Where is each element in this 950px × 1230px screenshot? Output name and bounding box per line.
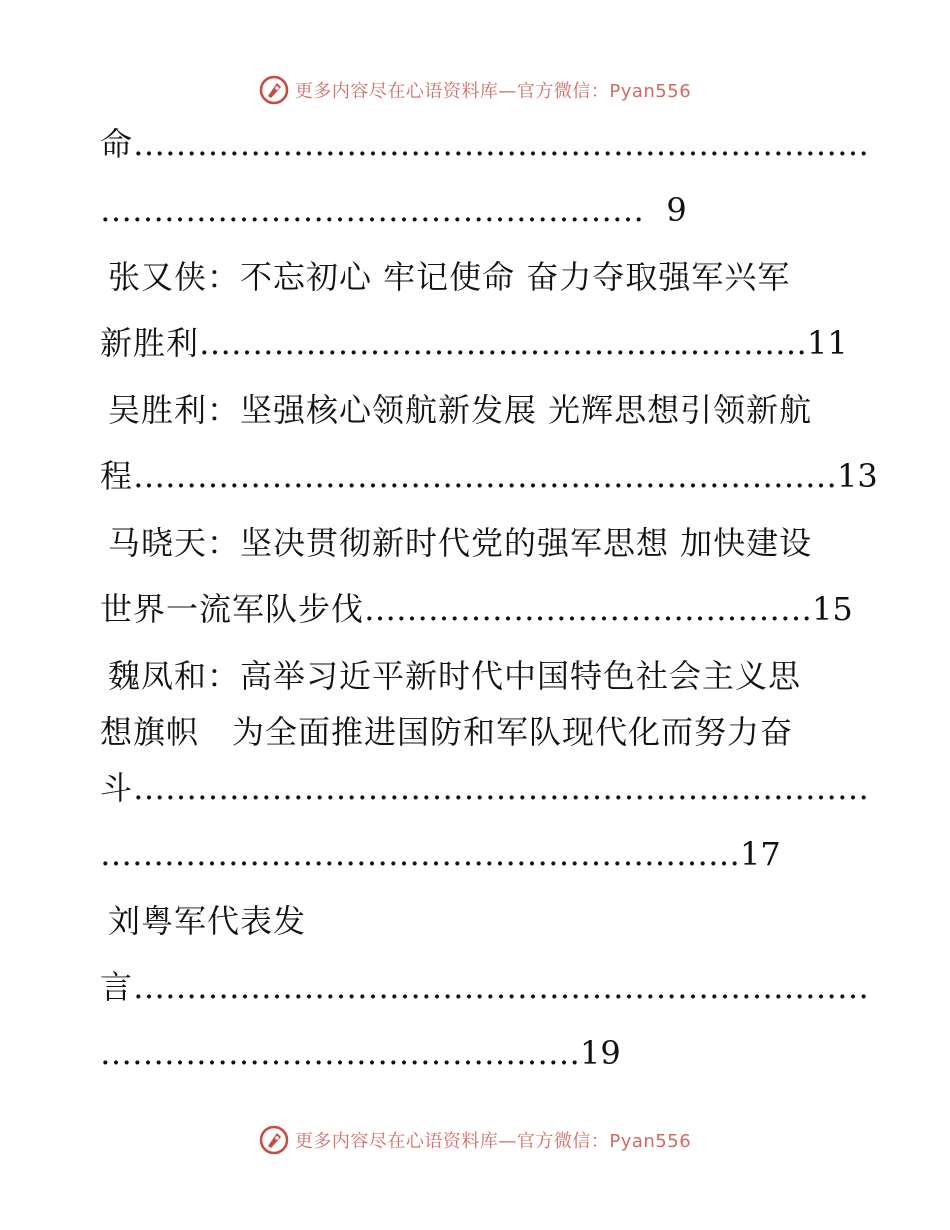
toc-leader-dots: ………………………………………………………… <box>133 457 838 495</box>
watermark-banner-bottom <box>0 1120 950 1160</box>
toc-leader-dots: …………………………………… <box>364 590 813 628</box>
toc-page-number: 19 <box>580 1034 621 1072</box>
toc-entry-title: 命 <box>100 125 134 163</box>
toc-entry-title: 张又侠：不忘初心 牢记使命 奋力夺取强军兴军 <box>108 258 791 296</box>
watermark-banner-top <box>0 70 950 110</box>
toc-entry-title: 吴胜利：坚强核心领航新发展 光辉思想引领新航 <box>108 391 813 429</box>
toc-page-number: 11 <box>807 324 848 362</box>
pen-nib-logo-icon <box>259 1125 289 1155</box>
toc-leader-dots: …………………………………………………………… <box>133 968 870 1006</box>
toc-entry-title: 想旗帜 为全面推进国防和军队现代化而努力奋 <box>100 713 794 751</box>
toc-entry-title: 魏凤和：高举习近平新时代中国特色社会主义思 <box>108 657 802 695</box>
toc-page-number: 17 <box>740 835 781 873</box>
toc-leader-dots: …………………………………………………………… <box>133 125 870 163</box>
toc-entry-title: 程 <box>100 457 134 495</box>
toc-leader-dots: ………………………………………………… <box>199 324 808 362</box>
toc-entry[interactable] <box>100 521 853 631</box>
watermark-text: 更多内容尽在心语资料库—官方微信：Pyan556 <box>294 81 692 102</box>
pen-nib-logo-icon <box>259 75 289 105</box>
table-of-contents <box>100 122 878 1098</box>
toc-entry[interactable] <box>100 255 848 365</box>
toc-page-number: 13 <box>837 457 878 495</box>
toc-entry-title: 马晓天：坚决贯彻新时代党的强军思想 加快建设 <box>108 524 813 562</box>
toc-entry[interactable] <box>100 388 878 498</box>
toc-page-number: 9 <box>666 191 687 229</box>
toc-leader-dots: …………………………………………………… <box>100 835 740 873</box>
toc-leader-dots: ……………………………………… <box>100 1034 580 1072</box>
toc-leader-dots: …………………………………………………………… <box>133 769 870 807</box>
toc-entry[interactable] <box>100 899 870 1075</box>
toc-page-number: 15 <box>812 590 853 628</box>
toc-entry[interactable] <box>100 654 870 876</box>
watermark-text: 更多内容尽在心语资料库—官方微信：Pyan556 <box>294 1131 692 1152</box>
toc-entry-title: 刘粤军代表发 <box>108 902 307 940</box>
toc-leader-dots: …………………………………………… <box>100 191 644 229</box>
toc-entry-title: 新胜利 <box>100 324 200 362</box>
toc-entry-title: 世界一流军队步伐 <box>100 590 365 628</box>
toc-entry[interactable] <box>100 122 870 232</box>
toc-entry-title: 斗 <box>100 769 134 807</box>
toc-entry-title: 言 <box>100 968 134 1006</box>
